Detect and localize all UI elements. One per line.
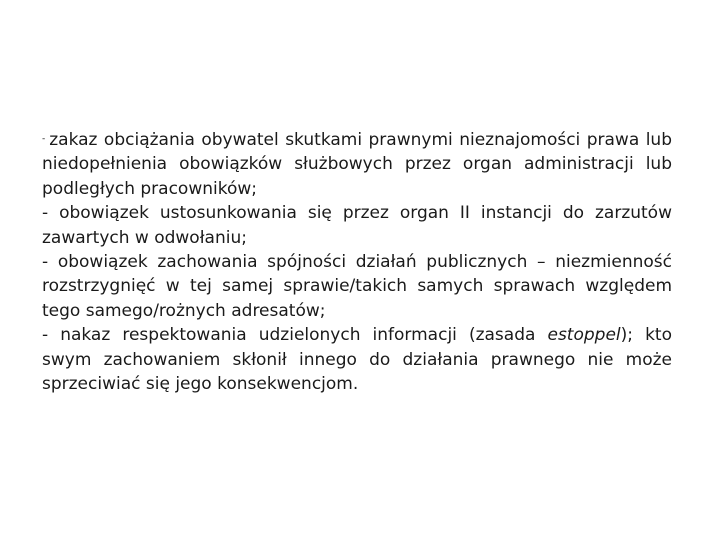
paragraph-obowiazek-ustosunkowania: [42, 201, 672, 250]
slide-body-text: [42, 127, 672, 396]
paragraph-text-after: ); kto swym zachowaniem skłonił innego do działania prawnego nie może sprzeciwiać się jego konsekwencjom.: [42, 325, 672, 395]
paragraph-text: - obowiązek ustosunkowania się przez organ II instancji do zarzutów zawartych w odwołaniu;: [42, 203, 672, 248]
paragraph-text-italic: estoppel: [547, 325, 621, 346]
paragraph-text: - obowiązek zachowania spójności działań publicznych – niezmienność rozstrzygnięć w tej samej sprawie/takich samych sprawach względem tego samego/rożnych adresatów;: [42, 252, 672, 321]
paragraph-text: zakaz obciążania obywatel skutkami prawnymi nieznajomości prawa lub niedopełnienia obowiązków służbowych przez organ administracji lub podległych pracowników;: [42, 130, 672, 199]
paragraph-text-before: - nakaz respektowania udzielonych informacji (zasada: [42, 325, 548, 346]
paragraph-obowiazek-spojnosci: [42, 250, 672, 323]
bullet-dash: -: [42, 134, 46, 144]
paragraph-nakaz-respektowania: [42, 323, 672, 396]
paragraph-zakaz-obciazania: [42, 127, 672, 201]
